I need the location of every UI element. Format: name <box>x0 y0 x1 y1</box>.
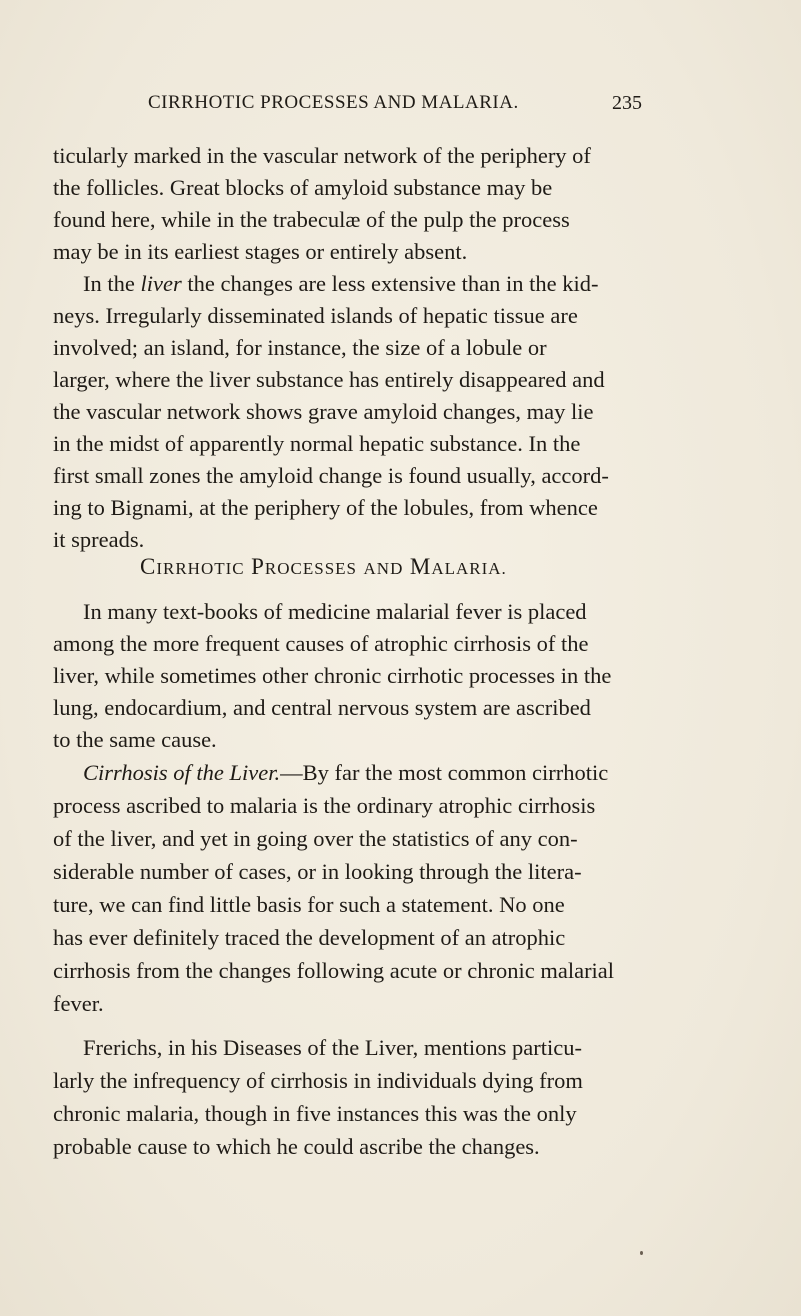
text-line: involved; an island, for instance, the size of a lobule or <box>53 335 547 360</box>
text-line: of the liver, and yet in going over the statistics of any con- <box>53 826 578 851</box>
text-line: fever. <box>53 991 104 1016</box>
text-line: first small zones the amyloid change is found usually, accord- <box>53 463 609 488</box>
paragraph-first-line <box>83 268 773 300</box>
section-heading <box>140 554 507 580</box>
text-line: among the more frequent causes of atrophic cirrhosis of the <box>53 631 589 656</box>
text-line: the follicles. Great blocks of amyloid substance may be <box>53 175 553 200</box>
heading-initial: M <box>409 554 432 579</box>
text-line: found here, while in the trabeculæ of the pulp the process <box>53 207 570 232</box>
running-head: CIRRHOTIC PROCESSES AND MALARIA. <box>148 92 519 113</box>
text-line: in the midst of apparently normal hepatic substance. In the <box>53 431 581 456</box>
page-number: 235 <box>612 92 642 114</box>
text-line: probable cause to which he could ascribe the changes. <box>53 1134 540 1159</box>
italic-term: liver <box>140 271 182 296</box>
heading-word: ROCESSES <box>264 559 358 578</box>
text-line: chronic malaria, though in five instances this was the only <box>53 1101 577 1126</box>
text-segment: —By far the most common cirrhotic <box>280 760 609 785</box>
heading-word: AND <box>363 559 404 578</box>
text-line: lung, endocardium, and central nervous system are ascribed <box>53 695 591 720</box>
text-line: the vascular network shows grave amyloid changes, may lie <box>53 399 594 424</box>
text-line: ing to Bignami, at the periphery of the lobules, from whence <box>53 495 598 520</box>
text-line: larly the infrequency of cirrhosis in individuals dying from <box>53 1068 583 1093</box>
text-line: neys. Irregularly disseminated islands of hepatic tissue are <box>53 303 578 328</box>
text-line: ticularly marked in the vascular network of the periphery of <box>53 143 591 168</box>
text-line: In many text-books of medicine malarial fever is placed <box>83 599 587 624</box>
text-line: liver, while sometimes other chronic cirrhotic processes in the <box>53 663 612 688</box>
text-segment: the changes are less extensive than in the kid- <box>181 271 599 296</box>
heading-initial: P <box>251 554 265 579</box>
text-line: ture, we can find little basis for such a statement. No one <box>53 892 565 917</box>
paper-speck <box>640 1251 643 1255</box>
text-line: process ascribed to malaria is the ordinary atrophic cirrhosis <box>53 793 596 818</box>
text-line: larger, where the liver substance has entirely disappeared and <box>53 367 605 392</box>
text-line: has ever definitely traced the development of an atrophic <box>53 925 566 950</box>
text-line: cirrhosis from the changes following acute or chronic malarial <box>53 958 615 983</box>
text-line: siderable number of cases, or in looking through the litera- <box>53 859 582 884</box>
italic-lead: Cirrhosis of the Liver. <box>83 760 281 785</box>
heading-word: ALARIA. <box>431 559 507 578</box>
text-line: Frerichs, in his Diseases of the Liver, mentions particu- <box>83 1035 582 1060</box>
paragraph-first-line <box>83 757 773 789</box>
heading-word: IRRHOTIC <box>156 559 245 578</box>
text-line: to the same cause. <box>53 727 217 752</box>
text-segment: In the <box>83 271 141 296</box>
heading-initial: C <box>140 554 157 579</box>
text-line: it spreads. <box>53 527 145 552</box>
text-line: may be in its earliest stages or entirely absent. <box>53 239 468 264</box>
